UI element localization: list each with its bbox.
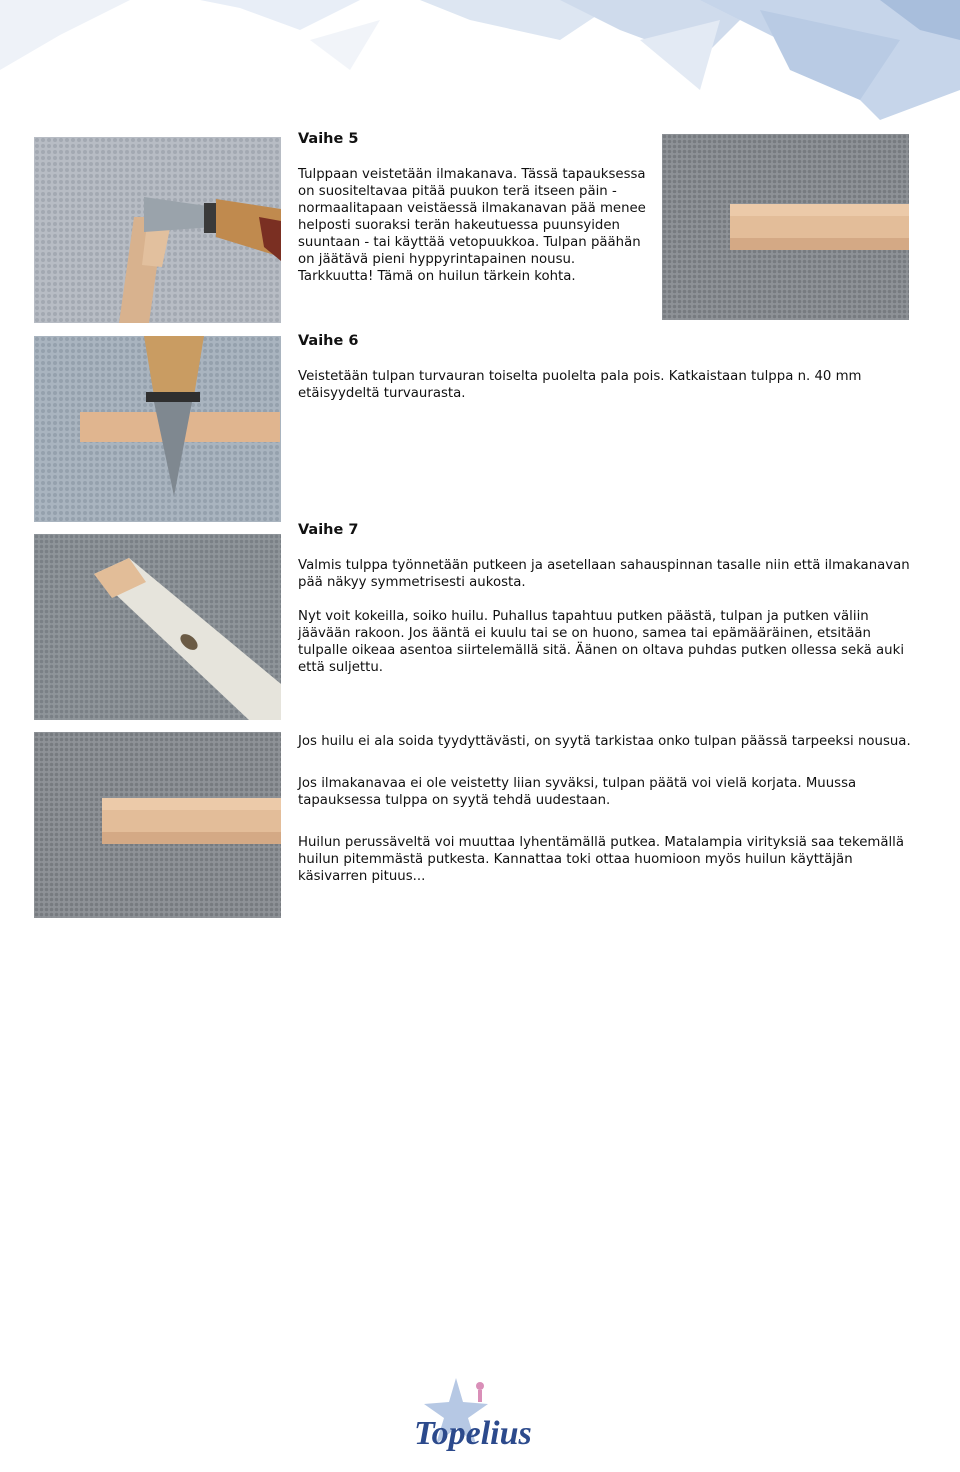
step-7-heading: Vaihe 7 (298, 522, 359, 538)
tip-2: Jos ilmakanavaa ei ole veistetty liian syväksi, tulpan päätä voi vielä korjata. Muussa tapauksessa tulppa on syytä tehdä uudestaan. (298, 776, 857, 808)
photo-knife-cutting-plug (34, 336, 281, 522)
step-7-text-1: Valmis tulppa työnnetään putkeen ja asetellaan sahauspinnan tasalle niin että ilmakanavan pää näkyy symmetrisesti aukosta. (298, 558, 910, 590)
step-7-section (298, 522, 918, 676)
topelius-logo (396, 1374, 560, 1468)
photo-plug-on-towel (662, 134, 909, 320)
header-banner-decoration (0, 0, 960, 120)
photo-knife-carving-plug (34, 137, 281, 323)
step-7-text-2: Nyt voit kokeilla, soiko huilu. Puhallus tapahtuu putken päästä, tulpan ja putken väliin jäävään rakoon. Jos ääntä ei kuulu tai se on huono, samea tai epämääräinen, etsitään tulpalle oikeaa asentoa siirtelemällä sitä. Äänen on oltava puhdas putken ollessa sekä auki että suljettu. (298, 609, 905, 675)
step-6-section (298, 333, 918, 402)
photo-plug-in-pipe (34, 534, 281, 720)
step-6-heading: Vaihe 6 (298, 333, 359, 349)
step-6-text: Veistetään tulpan turvauran toiselta puolelta pala pois. Katkaistaan tulppa n. 40 mm etäisyydeltä turvaurasta. (298, 369, 862, 401)
step-5-text: Tulppaan veistetään ilmakanava. Tässä tapauksessa on suositeltavaa pitää puukon terä itseen päin - normaalitapaan veistäessä ilmakanavan pää menee helposti suoraksi terän hakeutuessa puunsyiden suuntaan - tai käyttää vetopuukkoa. Tulpan päähän on jäätävä pieni hyppyrintapainen nousu. Tarkkuutta! Tämä on huilun tärkein kohta. (298, 167, 646, 284)
tips-section (298, 733, 918, 885)
step-5-section (298, 131, 648, 285)
logo-text: Topelius (414, 1415, 532, 1452)
tip-1: Jos huilu ei ala soida tyydyttävästi, on syytä tarkistaa onko tulpan päässä tarpeeksi nousua. (298, 734, 911, 749)
step-5-heading: Vaihe 5 (298, 131, 359, 147)
photo-plug-end-closeup (34, 732, 281, 918)
tip-3: Huilun perussäveltä voi muuttaa lyhentämällä putkea. Matalampia virityksiä saa tekemällä huilun pitemmästä putkesta. Kannattaa toki ottaa huomioon myös huilun käyttäjän käsivarren pituus... (298, 835, 905, 884)
